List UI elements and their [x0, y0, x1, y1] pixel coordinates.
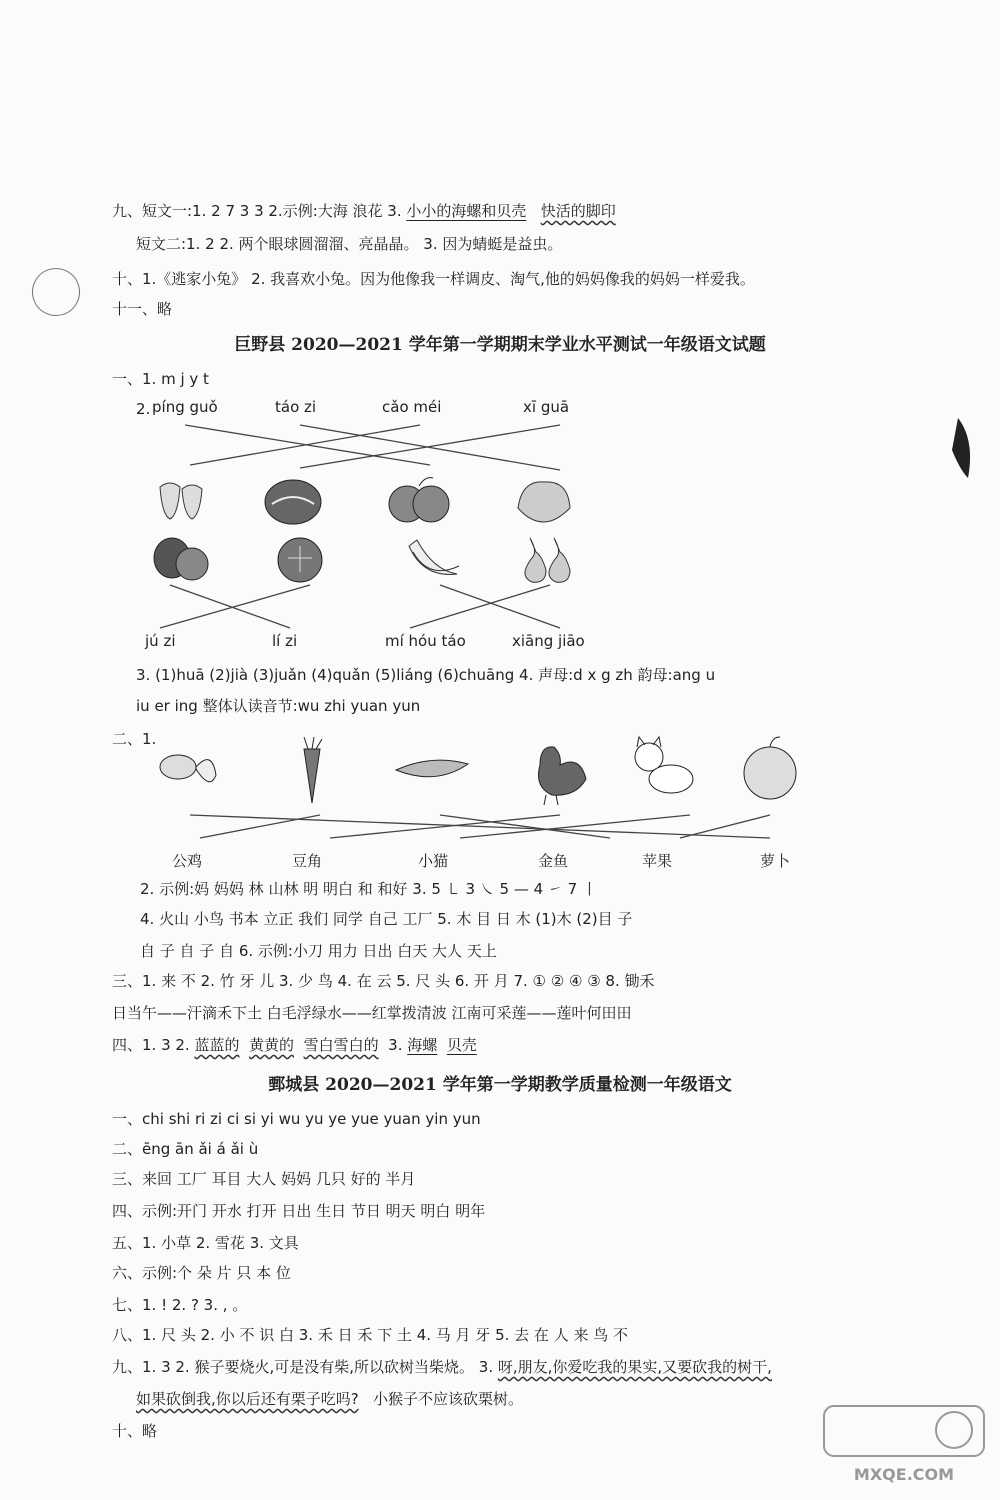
answer-line: 四、示例:开门 开水 打开 日出 生日 节日 明天 明白 明年 [112, 1202, 486, 1220]
peach-icon [512, 472, 576, 527]
wavy-answer: 蓝蓝的 [194, 1036, 240, 1054]
wavy-answer: 快活的脚印 [540, 202, 616, 220]
word-label: 苹果 [642, 852, 673, 870]
pinyin-label: xiāng jiāo [512, 632, 585, 650]
answer-line: 七、1. ! 2. ? 3. , 。 [112, 1296, 248, 1314]
answer-line: 十一、略 [112, 300, 173, 318]
answer-line: 六、示例:个 朵 片 只 本 位 [112, 1264, 291, 1282]
underlined-answer: 贝壳 [446, 1036, 477, 1054]
word-label: 萝卜 [760, 852, 791, 870]
exam-title: 鄄城县 2020—2021 学年第一学期教学质量检测一年级语文 [268, 1075, 732, 1095]
answer-line: 3. (1)huā (2)jià (3)juǎn (4)quǎn (5)liáng (6)chuāng 4. 声母:d x g zh 韵母:ang u [136, 666, 716, 684]
answer-line: 八、1. 尺 头 2. 小 不 识 白 3. 禾 日 禾 下 土 4. 马 月 牙 5. 去 在 人 来 鸟 不 [112, 1326, 628, 1344]
answer-line: 三、1. 来 不 2. 竹 牙 儿 3. 少 鸟 4. 在 云 5. 尺 头 6. 开 月 7. ① ② ④ ③ 8. 锄禾 [112, 972, 655, 990]
underlined-answer: 小小的海螺和贝壳 [406, 202, 527, 220]
answer-text: 九、短文一:1. 2 7 3 3 2.示例:大海 浪花 3. [112, 202, 402, 220]
orange-icon [272, 530, 334, 586]
apple-icon [740, 735, 802, 801]
answer-text: 四、1. 3 2. [112, 1036, 190, 1054]
answer-line: 十、1.《逃家小兔》 2. 我喜欢小兔。因为他像我一样调皮、淘气,他的妈妈像我的妈妈一样爱我。 [112, 270, 755, 288]
kiwi-icon [150, 532, 212, 584]
underlined-answer: 海螺 [407, 1036, 438, 1054]
kitten-icon [625, 735, 697, 805]
wavy-answer: 雪白雪白的 [303, 1036, 379, 1054]
watermelon-icon [262, 472, 324, 527]
pinyin-label: cǎo méi [382, 398, 442, 416]
rooster-icon [520, 735, 592, 807]
pinyin-label: táo zi [275, 398, 317, 416]
bean-icon [392, 750, 472, 790]
answer-logo-icon [814, 1400, 994, 1490]
word-label: 豆角 [292, 852, 323, 870]
goldfish-icon [150, 735, 220, 805]
answer-line: 一、chi shi ri zi ci si yi wu yu ye yue yuan yin yun [112, 1110, 481, 1128]
answer-line [112, 1034, 477, 1056]
word-label: 小猫 [418, 852, 449, 870]
answer-line [136, 1388, 523, 1410]
question-label: 2. [136, 400, 151, 418]
pinyin-label: píng guǒ [152, 398, 218, 416]
answer-text: 3. [388, 1036, 403, 1054]
exam-title: 巨野县 2020—2021 学年第一学期期末学业水平测试一年级语文试题 [234, 335, 766, 355]
pinyin-label: lí zi [272, 632, 298, 650]
answer-line: 五、1. 小草 2. 雪花 3. 文具 [112, 1234, 299, 1252]
wavy-answer: 呀,朋友,你爱吃我的果实,又要砍我的树干, [497, 1358, 772, 1376]
pinyin-label: jú zi [145, 632, 176, 650]
answer-line: 短文二:1. 2 2. 两个眼球圆溜溜、亮晶晶。 3. 因为蜻蜓是益虫。 [136, 235, 563, 253]
word-label: 金鱼 [538, 852, 569, 870]
answer-line: 日当午——汗滴禾下土 白毛浮绿水——红掌拨清波 江南可采莲——莲叶何田田 [112, 1004, 632, 1022]
word-label: 公鸡 [172, 852, 203, 870]
answer-line: 一、1. m j y t [112, 370, 209, 388]
answer-line: 4. 火山 小鸟 书本 立正 我们 同学 自己 工厂 5. 木 目 日 木 (1)木 (2)目 子 [140, 910, 633, 928]
pinyin-label: xī guā [523, 398, 570, 416]
answer-line: 2. 示例:妈 妈妈 林 山林 明 明白 和 和好 3. 5 ㇄ 3 ㇏ 5 — 4 ㇀ 7 丨 [140, 880, 597, 898]
answer-line: 二、ēng ān ǎi á ǎi ù [112, 1140, 259, 1158]
watermark-text: MXQE.COM [853, 1465, 955, 1484]
answer-text: 九、1. 3 2. 猴子要烧火,可是没有柴,所以砍树当柴烧。 3. [112, 1358, 494, 1376]
answer-line: iu er ing 整体认读音节:wu zhi yuan yun [136, 697, 421, 715]
wavy-answer: 如果砍倒我,你以后还有栗子吃吗? [136, 1390, 359, 1408]
apple-icon [385, 472, 455, 527]
answer-line [112, 1356, 772, 1378]
banana-icon [403, 530, 463, 586]
pear-icon [510, 528, 578, 586]
wavy-answer: 黄黄的 [249, 1036, 295, 1054]
carrot-icon [292, 735, 332, 807]
answer-line: 自 子 自 子 自 6. 示例:小刀 用力 日出 白天 大人 天上 [140, 942, 497, 960]
answer-line: 三、来回 工厂 耳目 大人 妈妈 几只 好的 半月 [112, 1170, 416, 1188]
strawberry-icon [152, 475, 212, 525]
pinyin-label: mí hóu táo [385, 632, 466, 650]
answer-line: 十、略 [112, 1422, 158, 1440]
answer-text: 小猴子不应该砍栗树。 [373, 1390, 524, 1408]
question-label: 二、1. [112, 730, 157, 748]
watermark-logo [814, 1400, 994, 1494]
